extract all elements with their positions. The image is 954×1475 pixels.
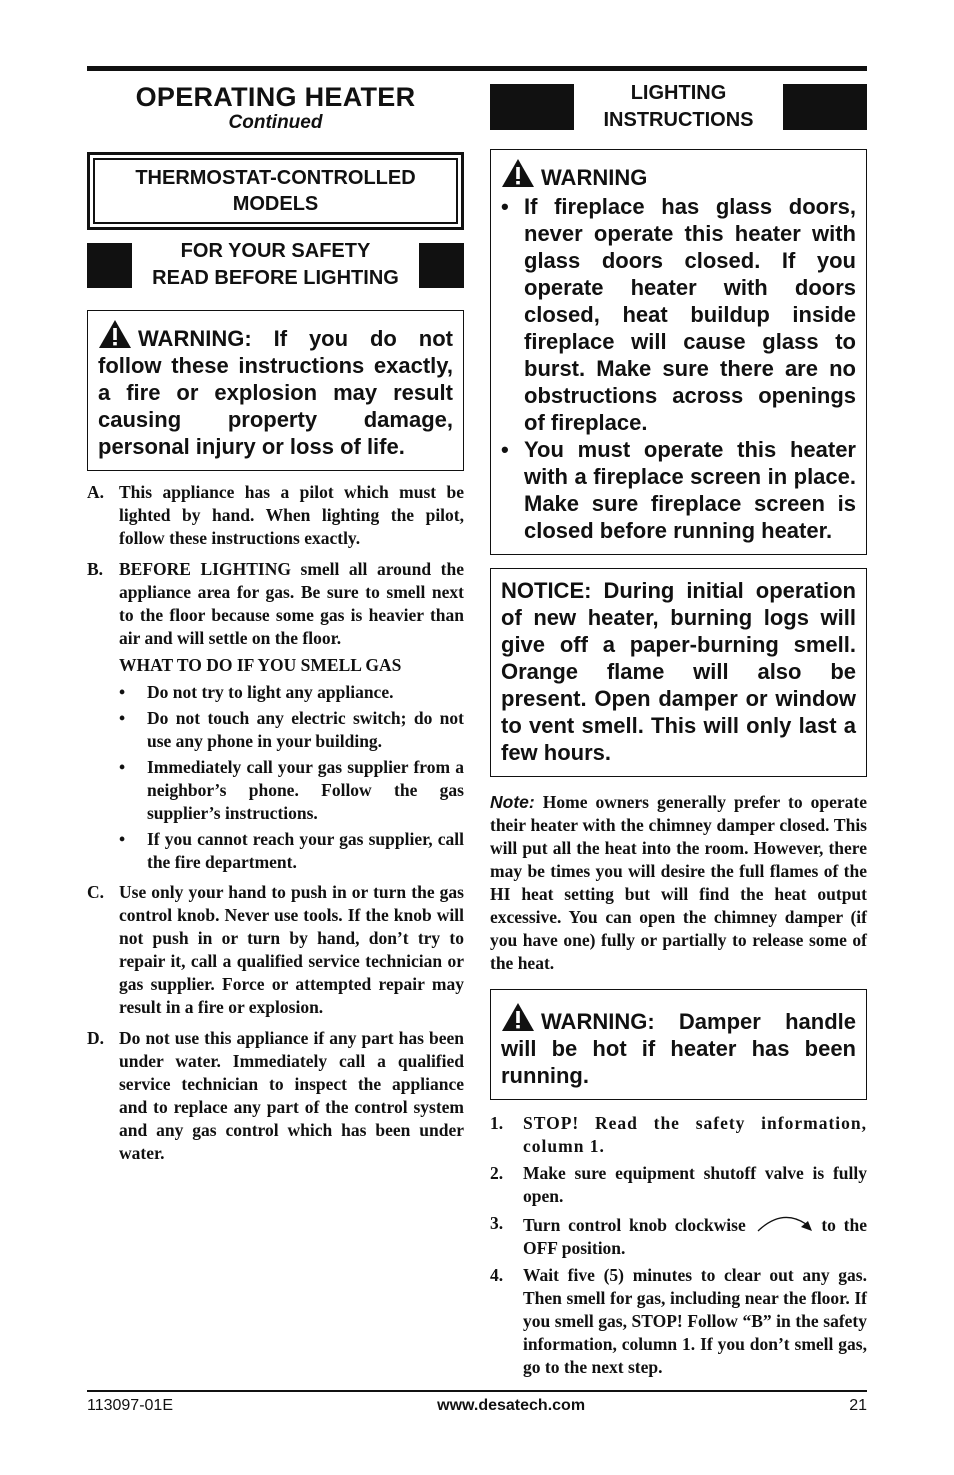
safety-list xyxy=(87,481,464,1169)
warning-triangle-icon xyxy=(501,1002,535,1032)
list-marker: A. xyxy=(87,482,105,502)
list-marker: B. xyxy=(87,559,104,579)
top-rule xyxy=(87,66,867,71)
glass-doors-warning-box xyxy=(490,149,867,555)
heading-line-1: THERMOSTAT-CONTROLLED xyxy=(135,167,416,189)
lighting-header xyxy=(490,80,867,134)
safety-line-1: FOR YOUR SAFETY xyxy=(180,240,371,262)
heading-line-2: MODELS xyxy=(232,193,319,215)
thermostat-models-heading xyxy=(87,152,464,230)
page-footer xyxy=(87,1396,867,1416)
list-item xyxy=(87,558,464,877)
header-bar-left xyxy=(490,84,574,130)
list-item-text: Use only your hand to push in or turn the gas control knob. Never use tools. If the knob will not push in or turn by hand, don’t try to repair it, call a qualified service technician or gas supplier. Force or attempted repair may result in a fire or explosion. xyxy=(119,882,464,1017)
warning-bullet: • If fireplace has glass doors, never operate this heater with glass doors closed. If you operate heater with doors closed, heat buildup inside fireplace will cause glass to burst. Make sure there are no obstructions across openings of fireplace. xyxy=(501,194,856,435)
list-item xyxy=(87,1027,464,1169)
bottom-rule xyxy=(87,1390,867,1392)
website-link[interactable]: www.desatech.com xyxy=(437,1397,586,1414)
smell-gas-heading: WHAT TO DO IF YOU SMELL GAS xyxy=(119,655,402,675)
step-item: 2. Make sure equipment shutoff valve is fully open. xyxy=(490,1163,867,1206)
left-column xyxy=(87,80,464,1173)
bullet-item: • Do not touch any electric switch; do not use any phone in your building. xyxy=(119,708,464,751)
list-marker: D. xyxy=(87,1028,105,1048)
warning-triangle-icon xyxy=(501,158,535,188)
bullet-item: • Immediately call your gas supplier from a neighbor’s phone. Follow the gas supplier’s instructions. xyxy=(119,757,464,823)
doc-number: 113097-01E xyxy=(87,1397,173,1414)
fire-warning-box xyxy=(87,310,464,471)
damper-warning-text: WARNING: Damper handle will be hot if heater has been running. xyxy=(501,1009,856,1088)
note-label: Note: xyxy=(490,792,535,812)
warning-triangle-icon xyxy=(98,319,132,349)
fire-warning-text: WARNING: If you do not follow these instructions exactly, a fire or explosion may result causing property damage, personal injury or loss of life. xyxy=(98,326,453,459)
notice-text: NOTICE: During initial operation of new heater, burning logs will give off a paper-burning smell. Orange flame will also be present. Open damper or window to vent smell. This will only last a few hours. xyxy=(501,578,856,765)
right-column xyxy=(490,80,867,1383)
header-bar-right xyxy=(783,84,867,130)
list-item-text: This appliance has a pilot which must be lighted by hand. When lighting the pilot, follow these instructions exactly. xyxy=(119,482,464,548)
header-bar-left xyxy=(87,243,132,288)
note-paragraph xyxy=(490,791,867,975)
warning-bullets xyxy=(501,193,856,544)
safety-line-2: READ BEFORE LIGHTING xyxy=(152,267,399,289)
list-item xyxy=(87,881,464,1023)
note-text: Home owners generally prefer to operate their heater with the chimney damper closed. This will put all the heat into the room. However, there may be times you will desire the full flames of the HI heat setting but will find the heat output excessive. You can open the chimney damper (if you have one) fully or partially to release some of the heat. xyxy=(490,792,867,973)
smell-gas-bullets xyxy=(119,681,464,874)
notice-box xyxy=(490,568,867,777)
section-title: OPERATING HEATER xyxy=(135,82,416,112)
list-item-text: Do not use this appliance if any part has been under water. Immediately call a qualified service technician to inspect the appliance and to replace any part of the control system and any gas control which has been under water. xyxy=(119,1028,464,1163)
damper-warning-box xyxy=(490,989,867,1100)
section-subtitle: Continued xyxy=(228,112,323,133)
lighting-line-1: LIGHTING xyxy=(630,82,727,104)
step-item: 1. STOP! Read the safety information, column 1. xyxy=(490,1113,867,1156)
step-item: 4. Wait five (5) minutes to clear out any gas. Then smell for gas, including near the floor. If you smell gas, STOP! Follow “B” in the safety information, column 1. If you don’t smell gas, go to the next step. xyxy=(490,1265,867,1377)
header-bar-right xyxy=(419,243,464,288)
list-item-text: BEFORE LIGHTING smell all around the appliance area for gas. Be sure to smell next to the floor because some gas is heavier than air and will settle on the floor. xyxy=(119,559,464,648)
list-item xyxy=(87,481,464,554)
bullet-item: • Do not try to light any appliance. xyxy=(119,682,394,702)
warning-bullet: • You must operate this heater with a fireplace screen in place. Make sure fireplace screen is closed before running heater. xyxy=(501,437,856,543)
safety-header xyxy=(87,238,464,292)
warning-label: WARNING xyxy=(541,165,648,190)
list-marker: C. xyxy=(87,882,105,902)
page-number: 21 xyxy=(849,1397,867,1414)
step-item: 3. Turn control knob clockwise to the OFF position. xyxy=(490,1213,868,1258)
lighting-steps xyxy=(490,1112,867,1379)
lighting-line-2: INSTRUCTIONS xyxy=(603,109,754,131)
bullet-item: • If you cannot reach your gas supplier, call the fire department. xyxy=(119,829,464,872)
clockwise-arrow-icon xyxy=(754,1212,814,1234)
